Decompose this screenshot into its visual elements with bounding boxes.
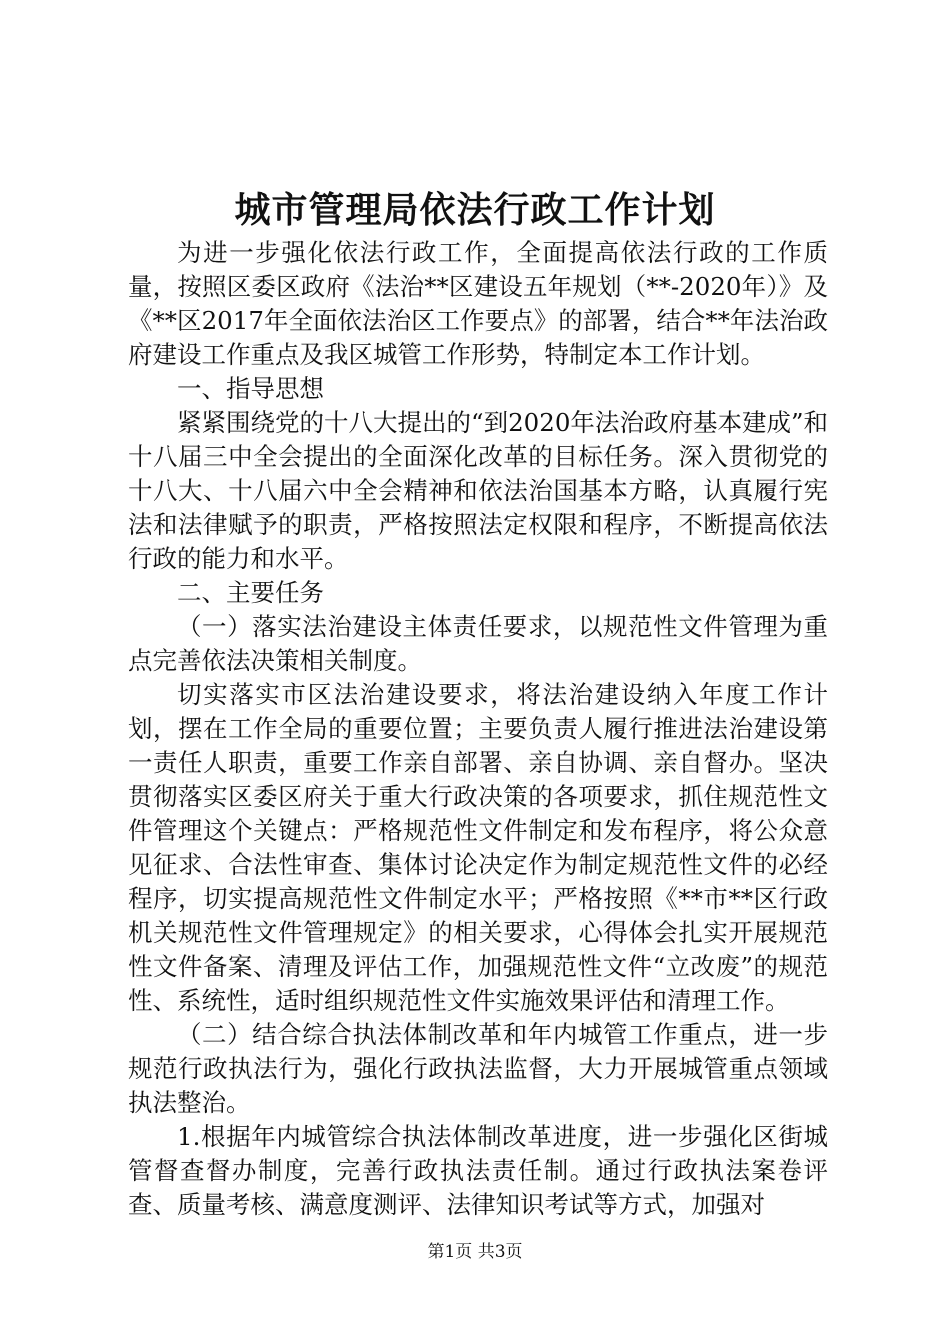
subheading-task-two: （二）结合综合执法体制改革和年内城管工作重点，进一步规范行政执法行为，强化行政执法监督，大力开展城管重点领域执法整治。 xyxy=(128,1020,828,1117)
paragraph-task-two-item-one: 1.根据年内城管综合执法体制改革进度，进一步强化区街城管督查督办制度，完善行政执法责任制。通过行政执法案卷评查、质量考核、满意度测评、法律知识考试等方式，加强对 xyxy=(128,1122,828,1219)
section-heading-guiding-ideology: 一、指导思想 xyxy=(177,374,324,403)
document-title: 城市管理局依法行政工作计划 xyxy=(234,189,716,231)
section-heading-main-tasks: 二、主要任务 xyxy=(177,578,324,607)
paragraph-task-one: 切实落实市区法治建设要求，将法治建设纳入年度工作计划，摆在工作全局的重要位置；主要负责人履行推进法治建设第一责任人职责，重要工作亲自部署、亲自协调、亲自督办。坚决贯彻落实区委区府关于重大行政决策的各项要求，抓住规范性文件管理这个关键点：严格规范性文件制定和发布程序，将公众意见征求、合法性审查、集体讨论决定作为制定规范性文件的必经程序，切实提高规范性文件制定水平；严格按照《**市**区行政机关规范性文件管理规定》的相关要求，心得体会扎实开展规范性文件备案、清理及评估工作，加强规范性文件“立改废”的规范性、系统性，适时组织规范性文件实施效果评估和清理工作。 xyxy=(128,680,828,1015)
paragraph-guiding-ideology: 紧紧围绕党的十八大提出的“到2020年法治政府基本建成”和十八届三中全会提出的全面深化改革的目标任务。深入贯彻党的十八大、十八届六中全会精神和依法治国基本方略，认真履行宪法和法律赋予的职责，严格按照法定权限和程序，不断提高依法行政的能力和水平。 xyxy=(128,408,828,573)
document-body xyxy=(128,236,828,1222)
page-footer: 第1页 共3页 xyxy=(427,1242,523,1262)
subheading-task-one: （一）落实法治建设主体责任要求，以规范性文件管理为重点完善依法决策相关制度。 xyxy=(128,612,828,675)
paragraph-intro: 为进一步强化依法行政工作，全面提高依法行政的工作质量，按照区委区政府《法治**区建设五年规划（**-2020年）》及《**区2017年全面依法治区工作要点》的部署，结合**年法治政府建设工作重点及我区城管工作形势，特制定本工作计划。 xyxy=(128,238,828,369)
